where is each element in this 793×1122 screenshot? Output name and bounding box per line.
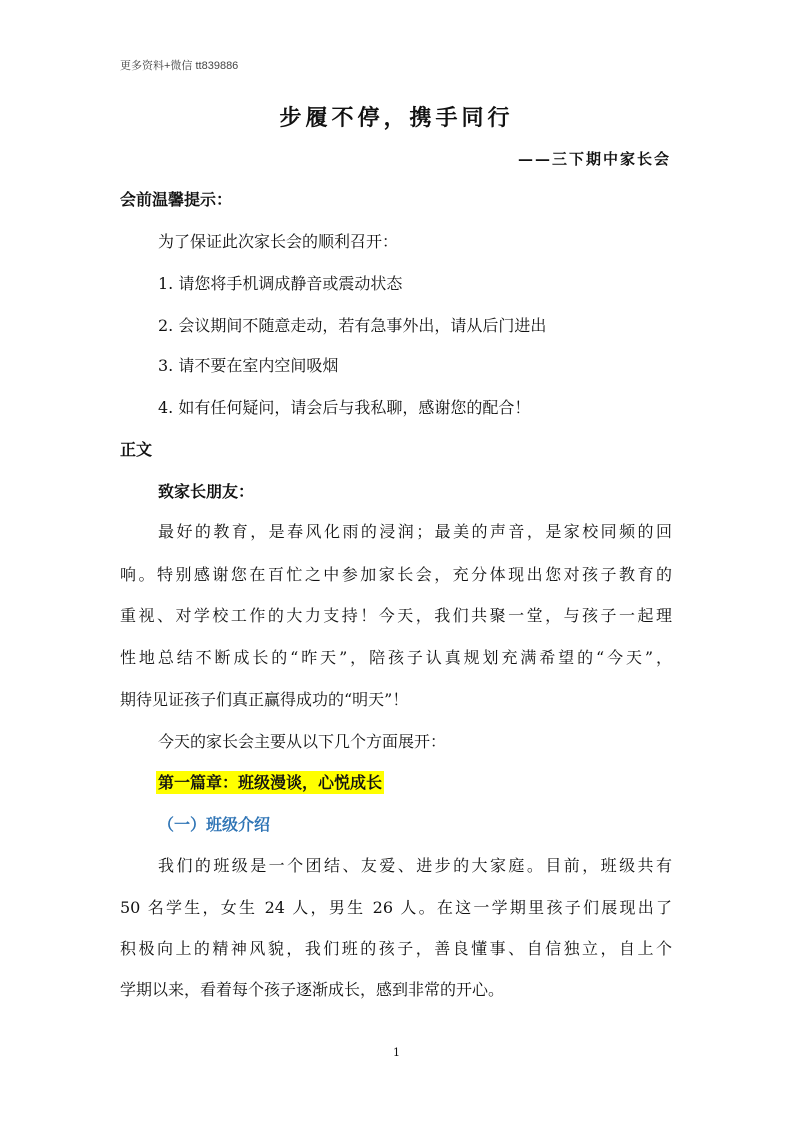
salutation: 致家长朋友： [158,482,255,501]
tip-item: 4. 如有任何疑问，请会后与我私聊，感谢您的配合！ [158,398,531,417]
paragraph-line: 我们的班级是一个团结、友爱、进步的大家庭。目前，班级共有 [158,856,672,875]
page-number: 1 [393,1046,400,1059]
paragraph-line: 期待见证孩子们真正赢得成功的“明天”！ [120,690,409,709]
paragraph-line: 性地总结不断成长的“昨天”，陪孩子认真规划充满希望的“今天”， [120,648,672,667]
tip-item: 1. 请您将手机调成静音或震动状态 [158,274,403,293]
body-heading: 正文 [120,440,153,459]
paragraph-line: 重视、对学校工作的大力支持！今天，我们共聚一堂，与孩子一起理 [120,606,672,625]
chapter-heading: 第一篇章：班级漫谈，心悦成长 [158,773,383,792]
page-subtitle: ——三下期中家长会 [517,150,671,168]
paragraph-line: 积极向上的精神风貌，我们班的孩子，善良懂事、自信独立，自上个 [120,939,672,958]
tips-intro: 为了保证此次家长会的顺利召开： [158,232,399,251]
paragraph-line: 响。特别感谢您在百忙之中参加家长会，充分体现出您对孩子教育的 [120,565,672,584]
paragraph-line: 今天的家长会主要从以下几个方面展开： [158,732,447,751]
page-title: 步履不停，携手同行 [279,105,514,131]
section-heading: （一）班级介绍 [158,815,271,834]
paragraph-line: 学期以来，看着每个孩子逐渐成长，感到非常的开心。 [120,980,505,999]
paragraph-line: 最好的教育，是春风化雨的浸润；最美的声音，是家校同频的回 [158,522,672,541]
paragraph-line: 50 名学生，女生 24 人，男生 26 人。在这一学期里孩子们展现出了 [120,898,672,917]
tips-heading: 会前温馨提示： [120,190,233,209]
header-note: 更多资料+微信 tt839886 [120,60,239,72]
tip-item: 2. 会议期间不随意走动，若有急事外出，请从后门进出 [158,316,547,335]
tip-item: 3. 请不要在室内空间吸烟 [158,356,339,375]
